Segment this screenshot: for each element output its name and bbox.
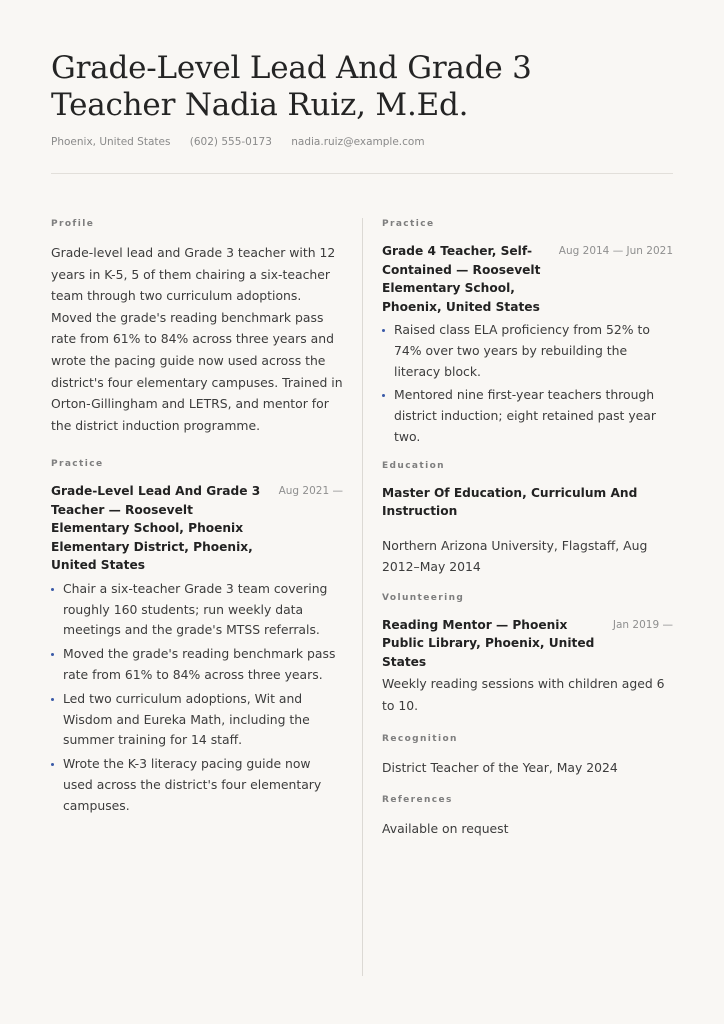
entry-header — [382, 242, 673, 316]
list-item: Chair a six-teacher Grade 3 team covering roughly 160 students; run weekly data meetings and the grade's MTSS referrals. — [51, 579, 343, 641]
volunteering-section — [382, 592, 673, 717]
list-item: Led two curriculum adoptions, Wit and Wisdom and Eureka Math, including the summer training for 14 staff. — [51, 689, 343, 751]
section-label-recognition: Recognition — [382, 733, 458, 744]
contact-phone: (602) 555-0173 — [189, 136, 272, 148]
recognition-text: District Teacher of the Year, May 2024 — [382, 759, 618, 775]
header-divider — [51, 173, 673, 174]
left-column — [51, 218, 343, 820]
name-line-2: Teacher Nadia Ruiz, M.Ed. — [51, 87, 469, 123]
contact-email: nadia.ruiz@example.com — [291, 136, 425, 148]
contact-line — [51, 136, 441, 148]
profile-text: Grade-level lead and Grade 3 teacher with 12 years in K-5, 5 of them chairing a six-teacher team through two curriculum adoptions. Moved the grade's reading benchmark pass rate from 61% to 84% across three years and wrote the pacing guide now used across the district's four elementary campuses. Trained in Orton-Gillingham and LETRS, and mentor for the district induction programme. — [51, 245, 343, 433]
page-title — [51, 50, 611, 124]
section-label-practice: Practice — [51, 459, 104, 470]
bullet-list — [51, 579, 343, 817]
references-text: Available on request — [382, 821, 509, 837]
list-item: Moved the grade's reading benchmark pass rate from 61% to 84% across three years. — [51, 644, 343, 686]
entry-title: Grade 4 Teacher, Self-Contained — Roosevelt Elementary School, Phoenix, United States — [382, 244, 541, 314]
section-label-profile: Profile — [51, 219, 95, 229]
profile-section — [51, 218, 343, 436]
education-school: Northern Arizona University, Flagstaff, Aug 2012–May 2014 — [382, 537, 648, 575]
list-item: Wrote the K-3 literacy pacing guide now used across the district's four elementary campuses. — [51, 754, 343, 816]
section-label-references: References — [382, 795, 453, 806]
name-line-1: Grade-Level Lead And Grade 3 — [51, 50, 532, 86]
recognition-section — [382, 733, 673, 779]
entry-date: Jan 2019 — — [612, 618, 673, 631]
entry-header — [382, 616, 673, 672]
entry-date: Aug 2021 — — [278, 485, 343, 498]
references-section — [382, 794, 673, 840]
practice-section-right — [382, 218, 673, 448]
entry-title: Grade-Level Lead And Grade 3 Teacher — Roosevelt Elementary School, Phoenix Elementary District, Phoenix, United States — [51, 484, 261, 573]
section-label-volunteering: Volunteering — [382, 592, 465, 603]
section-label-practice: Practice — [382, 219, 435, 229]
column-divider — [362, 218, 363, 976]
section-label-education: Education — [382, 460, 445, 471]
contact-location: Phoenix, United States — [51, 136, 171, 148]
education-section — [382, 460, 673, 578]
entry-title: Reading Mentor — Phoenix Public Library, Phoenix, United States — [382, 617, 595, 669]
entry-header — [51, 482, 343, 575]
entry-date: Aug 2014 — Jun 2021 — [558, 245, 673, 257]
education-degree: Master Of Education, Curriculum And Instruction — [382, 485, 638, 519]
volunteering-text: Weekly reading sessions with children aged 6 to 10. — [382, 676, 665, 714]
right-column — [382, 218, 673, 840]
bullet-list — [382, 320, 673, 448]
resume-page — [51, 0, 673, 1024]
list-item: Raised class ELA proficiency from 52% to 74% over two years by rebuilding the literacy block. — [382, 320, 673, 382]
list-item: Mentored nine first-year teachers through district induction; eight retained past year two. — [382, 385, 673, 447]
practice-section-left — [51, 458, 343, 816]
